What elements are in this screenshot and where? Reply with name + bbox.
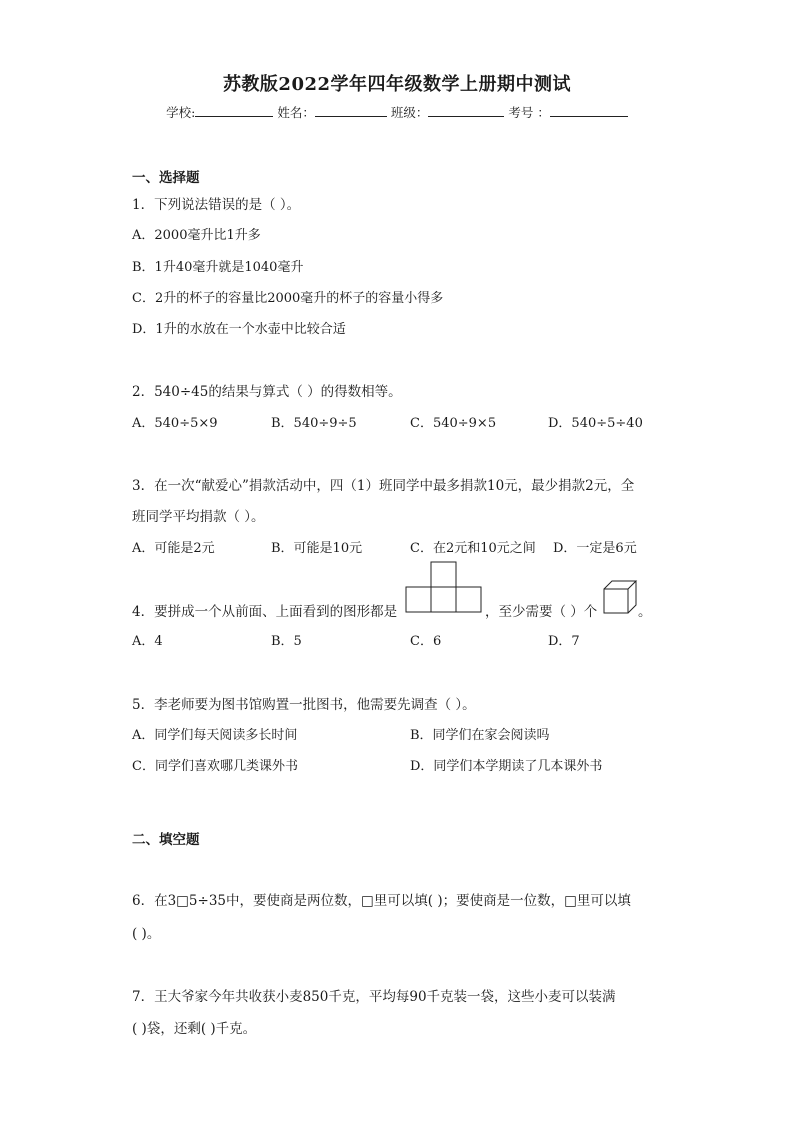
question-2-option-b[interactable]: B．540÷9÷5: [271, 416, 357, 431]
cube-view-figure: [405, 561, 485, 614]
cube-icon: [603, 580, 639, 614]
question-4-option-d[interactable]: D．7: [548, 634, 580, 649]
question-3-option-a[interactable]: A．可能是2元: [132, 541, 215, 556]
figure-bottom-right-square: [456, 587, 481, 612]
exam-number-label: 考号 ：: [508, 105, 550, 120]
question-3-stem-line-1: 3．在一次“献爱心”捐款活动中，四（1）班同学中最多捐款10元，最少捐款2元，全: [132, 478, 635, 494]
question-1-option-a[interactable]: A．2000毫升比1升多: [132, 228, 261, 243]
question-4-stem-part-2: ，至少需要（ ）个: [485, 604, 598, 620]
section-heading-choice: 一、选择题: [132, 170, 200, 186]
question-2-option-a[interactable]: A．540÷5×9: [132, 416, 218, 431]
figure-bottom-left-square: [406, 587, 431, 612]
question-3-option-c[interactable]: C．在2元和10元之间: [410, 541, 536, 556]
question-5-option-a[interactable]: A．同学们每天阅读多长时间: [132, 728, 298, 743]
question-3-option-b[interactable]: B．可能是10元: [271, 541, 363, 556]
question-2-option-d[interactable]: D．540÷5÷40: [548, 416, 643, 431]
question-6-line-1: 6．在3□5÷35中，要使商是两位数，□里可以填( )；要使商是一位数，□里可以填: [132, 893, 631, 909]
question-1-option-c[interactable]: C．2升的杯子的容量比2000毫升的杯子的容量小得多: [132, 291, 444, 306]
class-label: 班级：: [390, 105, 429, 120]
exam-number-blank[interactable]: [550, 104, 628, 117]
class-blank[interactable]: [428, 104, 504, 117]
name-blank[interactable]: [315, 104, 387, 117]
question-3-option-d[interactable]: D．一定是6元: [553, 541, 637, 556]
question-1-option-b[interactable]: B．1升40毫升就是1040毫升: [132, 260, 304, 275]
question-1-option-d[interactable]: D．1升的水放在一个水壶中比较合适: [132, 322, 346, 337]
question-4-stem-part-3: 。: [638, 604, 652, 620]
question-4-option-c[interactable]: C．6: [410, 634, 442, 649]
question-7-line-2: ( )袋，还剩( )千克。: [132, 1021, 257, 1037]
section-heading-fill-blank: 二、填空题: [132, 832, 200, 848]
question-2-stem: 2．540÷45的结果与算式（ ）的得数相等。: [132, 384, 402, 400]
question-2-option-c[interactable]: C．540÷9×5: [410, 416, 497, 431]
name-label: 姓名：: [277, 105, 315, 120]
question-4-stem-part-1: 4．要拼成一个从前面、上面看到的图形都是: [132, 604, 398, 620]
question-4-option-a[interactable]: A．4: [132, 634, 163, 649]
question-6-line-2: ( )。: [132, 926, 161, 942]
question-5-stem: 5．李老师要为图书馆购置一批图书，他需要先调查（ ）。: [132, 697, 476, 713]
figure-top-square: [431, 562, 456, 587]
question-4-option-b[interactable]: B．5: [271, 634, 302, 649]
question-7-line-1: 7．王大爷家今年共收获小麦850千克，平均每90千克装一袋，这些小麦可以装满: [132, 989, 616, 1005]
student-info-line: [0, 103, 794, 121]
figure-bottom-middle-square: [431, 587, 456, 612]
question-5-option-b[interactable]: B．同学们在家会阅读吗: [410, 728, 550, 743]
question-3-stem-line-2: 班同学平均捐款（ ）。: [132, 509, 265, 525]
question-5-option-d[interactable]: D．同学们本学期读了几本课外书: [410, 759, 603, 774]
school-blank[interactable]: [195, 104, 273, 117]
question-5-option-c[interactable]: C．同学们喜欢哪几类课外书: [132, 759, 298, 774]
page-title: 苏教版2022学年四年级数学上册期中测试: [222, 74, 572, 95]
question-1-stem: 1．下列说法错误的是（ ）。: [132, 197, 301, 213]
school-label: 学校:: [166, 105, 196, 120]
